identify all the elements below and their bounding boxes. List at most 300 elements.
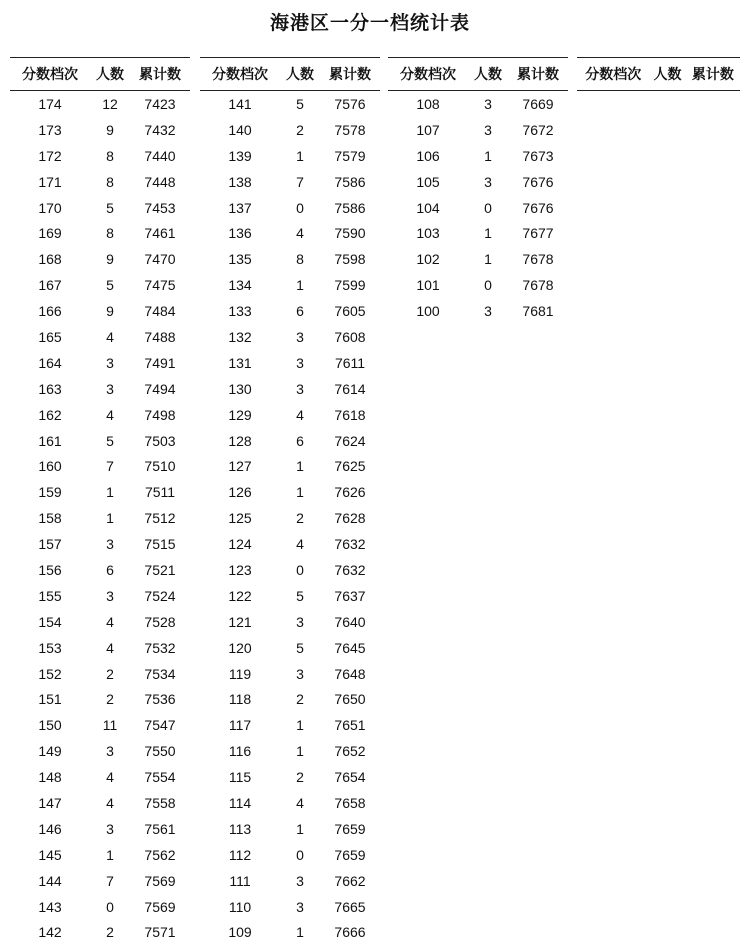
cell-count: 4 — [106, 769, 114, 786]
cell-score-level: 113 — [228, 820, 252, 837]
header-cumulative: 累计数 — [686, 58, 740, 91]
table-row — [200, 402, 380, 428]
cell-cumulative: 7453 — [144, 199, 176, 216]
cell-score-level: 150 — [38, 717, 62, 734]
cell-score-level: 151 — [38, 691, 62, 708]
table-row — [10, 195, 190, 221]
cell-cumulative: 7494 — [144, 380, 176, 397]
cell-cumulative: 7628 — [334, 510, 366, 527]
cell-count: 1 — [296, 277, 304, 294]
table-row — [200, 868, 380, 894]
table-row — [200, 195, 380, 221]
cell-count: 0 — [296, 846, 304, 863]
score-table-1 — [10, 57, 190, 945]
cell-score-level: 172 — [38, 147, 62, 164]
table-row — [10, 686, 190, 712]
cell-count: 0 — [484, 277, 492, 294]
table-row — [388, 143, 568, 169]
cell-score-level: 145 — [38, 846, 62, 863]
cell-count: 3 — [106, 743, 114, 760]
cell-cumulative: 7614 — [334, 380, 366, 397]
page-title: 海港区一分一档统计表 — [269, 12, 470, 34]
cell-cumulative: 7624 — [334, 432, 366, 449]
table-header-row — [200, 58, 380, 91]
cell-score-level: 131 — [228, 354, 252, 371]
cell-cumulative: 7521 — [144, 561, 176, 578]
cell-score-level: 111 — [229, 872, 251, 889]
table-row — [200, 272, 380, 298]
header-count: 人数 — [280, 58, 320, 91]
table-row — [200, 324, 380, 350]
cell-count: 1 — [296, 484, 304, 501]
cell-count: 5 — [106, 277, 114, 294]
table-row — [200, 453, 380, 479]
table-row — [10, 609, 190, 635]
table-row — [10, 635, 190, 661]
cell-score-level: 110 — [228, 898, 252, 915]
cell-cumulative: 7672 — [522, 121, 554, 138]
table-row — [200, 842, 380, 868]
table-row — [10, 117, 190, 143]
cell-count: 3 — [484, 95, 492, 112]
cell-score-level: 125 — [228, 510, 252, 527]
cell-cumulative: 7423 — [144, 95, 176, 112]
cell-count: 4 — [296, 794, 304, 811]
table-row — [200, 479, 380, 505]
cell-cumulative: 7608 — [334, 328, 366, 345]
cell-score-level: 144 — [38, 872, 62, 889]
cell-cumulative: 7571 — [144, 924, 176, 941]
cell-cumulative: 7558 — [144, 794, 176, 811]
cell-count: 3 — [296, 328, 304, 345]
cell-score-level: 114 — [228, 794, 252, 811]
cell-count: 4 — [106, 328, 114, 345]
cell-cumulative: 7554 — [144, 769, 176, 786]
table-row — [10, 790, 190, 816]
table-row — [10, 894, 190, 920]
cell-score-level: 173 — [38, 121, 62, 138]
cell-count: 8 — [296, 251, 304, 268]
cell-cumulative: 7654 — [334, 769, 366, 786]
cell-score-level: 137 — [228, 199, 252, 216]
cell-score-level: 141 — [228, 95, 252, 112]
cell-cumulative: 7598 — [334, 251, 366, 268]
cell-score-level: 128 — [228, 432, 252, 449]
cell-score-level: 142 — [38, 924, 62, 941]
cell-count: 1 — [484, 147, 492, 164]
table-row — [10, 479, 190, 505]
cell-cumulative: 7432 — [144, 121, 176, 138]
cell-cumulative: 7532 — [144, 639, 176, 656]
table-row — [200, 920, 380, 946]
table-row — [200, 635, 380, 661]
table-row — [10, 220, 190, 246]
cell-score-level: 101 — [416, 277, 440, 294]
cell-cumulative: 7659 — [334, 846, 366, 863]
cell-count: 1 — [296, 147, 304, 164]
table-row — [388, 298, 568, 324]
cell-count: 3 — [484, 303, 492, 320]
table-row — [10, 842, 190, 868]
table-row — [10, 738, 190, 764]
cell-cumulative: 7562 — [144, 846, 176, 863]
cell-cumulative: 7658 — [334, 794, 366, 811]
cell-score-level: 148 — [38, 769, 62, 786]
cell-count: 2 — [106, 691, 114, 708]
table-row — [10, 816, 190, 842]
table-row — [200, 246, 380, 272]
cell-count: 3 — [296, 665, 304, 682]
cell-cumulative: 7488 — [144, 328, 176, 345]
header-score-level: 分数档次 — [200, 58, 280, 91]
cell-score-level: 174 — [38, 95, 62, 112]
cell-score-level: 121 — [228, 613, 252, 630]
cell-cumulative: 7448 — [144, 173, 176, 190]
table-row — [10, 531, 190, 557]
header-score-level: 分数档次 — [577, 58, 649, 91]
cell-count: 11 — [102, 717, 118, 734]
cell-cumulative: 7637 — [334, 587, 366, 604]
cell-count: 4 — [106, 794, 114, 811]
cell-cumulative: 7625 — [334, 458, 366, 475]
table-row — [10, 298, 190, 324]
cell-cumulative: 7605 — [334, 303, 366, 320]
header-cumulative: 累计数 — [508, 58, 568, 91]
table-row — [10, 428, 190, 454]
cell-cumulative: 7528 — [144, 613, 176, 630]
table-body — [10, 91, 190, 946]
cell-cumulative: 7632 — [334, 561, 366, 578]
cell-count: 1 — [296, 924, 304, 941]
cell-cumulative: 7579 — [334, 147, 366, 164]
cell-score-level: 117 — [228, 717, 252, 734]
table-row — [10, 453, 190, 479]
cell-cumulative: 7651 — [334, 717, 366, 734]
table-row — [200, 376, 380, 402]
table-row — [200, 350, 380, 376]
table-row — [388, 220, 568, 246]
cell-count: 3 — [296, 354, 304, 371]
table-row — [10, 246, 190, 272]
cell-cumulative: 7569 — [144, 898, 176, 915]
cell-cumulative: 7510 — [144, 458, 176, 475]
cell-count: 6 — [296, 303, 304, 320]
cell-cumulative: 7586 — [334, 173, 366, 190]
table-row — [10, 764, 190, 790]
table-row — [200, 816, 380, 842]
cell-cumulative: 7534 — [144, 665, 176, 682]
score-table-3 — [388, 57, 568, 324]
cell-count: 8 — [106, 225, 114, 242]
table-header-row — [577, 58, 740, 91]
table-row — [10, 324, 190, 350]
cell-score-level: 130 — [228, 380, 252, 397]
cell-cumulative: 7611 — [334, 354, 366, 371]
cell-cumulative: 7578 — [334, 121, 366, 138]
header-count: 人数 — [90, 58, 130, 91]
cell-cumulative: 7669 — [522, 95, 554, 112]
table-row — [10, 169, 190, 195]
cell-count: 2 — [106, 665, 114, 682]
cell-score-level: 149 — [38, 743, 62, 760]
cell-count: 1 — [296, 717, 304, 734]
cell-score-level: 138 — [228, 173, 252, 190]
table-row — [10, 583, 190, 609]
table-row — [200, 738, 380, 764]
cell-count: 1 — [296, 820, 304, 837]
cell-count: 9 — [106, 121, 114, 138]
cell-cumulative: 7498 — [144, 406, 176, 423]
cell-count: 1 — [106, 510, 114, 527]
cell-score-level: 140 — [228, 121, 252, 138]
cell-count: 1 — [106, 846, 114, 863]
cell-count: 4 — [106, 639, 114, 656]
cell-cumulative: 7676 — [522, 173, 554, 190]
cell-score-level: 160 — [38, 458, 62, 475]
table-header-row — [10, 58, 190, 91]
header-count: 人数 — [468, 58, 508, 91]
cell-score-level: 100 — [416, 303, 440, 320]
table-row — [10, 712, 190, 738]
cell-score-level: 135 — [228, 251, 252, 268]
cell-score-level: 169 — [38, 225, 62, 242]
cell-count: 3 — [296, 613, 304, 630]
cell-score-level: 104 — [416, 199, 440, 216]
cell-count: 2 — [296, 121, 304, 138]
table-row — [10, 920, 190, 946]
cell-count: 5 — [296, 95, 304, 112]
cell-count: 1 — [484, 251, 492, 268]
cell-count: 6 — [296, 432, 304, 449]
cell-cumulative: 7659 — [334, 820, 366, 837]
table-row — [200, 894, 380, 920]
cell-score-level: 126 — [228, 484, 252, 501]
cell-cumulative: 7511 — [144, 484, 176, 501]
cell-count: 1 — [296, 743, 304, 760]
cell-cumulative: 7512 — [144, 510, 176, 527]
cell-cumulative: 7561 — [144, 820, 176, 837]
cell-score-level: 157 — [38, 536, 62, 553]
table-row — [200, 117, 380, 143]
table-row — [200, 557, 380, 583]
cell-count: 1 — [106, 484, 114, 501]
cell-score-level: 127 — [228, 458, 252, 475]
cell-cumulative: 7665 — [334, 898, 366, 915]
cell-count: 7 — [106, 872, 114, 889]
cell-cumulative: 7640 — [334, 613, 366, 630]
cell-score-level: 158 — [38, 510, 62, 527]
cell-count: 5 — [296, 639, 304, 656]
cell-cumulative: 7484 — [144, 303, 176, 320]
cell-cumulative: 7576 — [334, 95, 366, 112]
cell-score-level: 136 — [228, 225, 252, 242]
cell-score-level: 156 — [38, 561, 62, 578]
cell-count: 0 — [296, 199, 304, 216]
cell-score-level: 147 — [38, 794, 62, 811]
cell-cumulative: 7677 — [522, 225, 554, 242]
cell-count: 2 — [296, 510, 304, 527]
cell-cumulative: 7491 — [144, 354, 176, 371]
cell-cumulative: 7632 — [334, 536, 366, 553]
cell-score-level: 122 — [228, 587, 252, 604]
table-row — [200, 505, 380, 531]
cell-score-level: 146 — [38, 820, 62, 837]
cell-cumulative: 7666 — [334, 924, 366, 941]
cell-count: 5 — [106, 199, 114, 216]
table-row — [200, 531, 380, 557]
table-row — [10, 505, 190, 531]
cell-score-level: 171 — [38, 173, 62, 190]
cell-count: 5 — [296, 587, 304, 604]
cell-score-level: 106 — [416, 147, 440, 164]
table-row — [200, 764, 380, 790]
cell-cumulative: 7503 — [144, 432, 176, 449]
cell-cumulative: 7648 — [334, 665, 366, 682]
cell-count: 2 — [296, 769, 304, 786]
cell-score-level: 170 — [38, 199, 62, 216]
cell-cumulative: 7662 — [334, 872, 366, 889]
table-row — [10, 272, 190, 298]
cell-cumulative: 7440 — [144, 147, 176, 164]
cell-count: 7 — [106, 458, 114, 475]
cell-score-level: 133 — [228, 303, 252, 320]
cell-cumulative: 7536 — [144, 691, 176, 708]
cell-count: 3 — [106, 587, 114, 604]
table-row — [200, 298, 380, 324]
cell-cumulative: 7475 — [144, 277, 176, 294]
cell-count: 6 — [106, 561, 114, 578]
cell-score-level: 143 — [38, 898, 62, 915]
table-header-row — [388, 58, 568, 91]
table-row — [388, 169, 568, 195]
table-row — [200, 790, 380, 816]
cell-count: 3 — [296, 898, 304, 915]
cell-score-level: 159 — [38, 484, 62, 501]
cell-cumulative: 7461 — [144, 225, 176, 242]
cell-score-level: 124 — [228, 536, 252, 553]
cell-score-level: 102 — [416, 251, 440, 268]
table-row — [388, 246, 568, 272]
cell-score-level: 134 — [228, 277, 252, 294]
cell-score-level: 105 — [416, 173, 440, 190]
header-score-level: 分数档次 — [10, 58, 90, 91]
cell-count: 3 — [484, 121, 492, 138]
table-row — [200, 609, 380, 635]
cell-score-level: 162 — [38, 406, 62, 423]
cell-count: 4 — [296, 406, 304, 423]
cell-score-level: 132 — [228, 328, 252, 345]
cell-count: 3 — [296, 380, 304, 397]
cell-count: 3 — [106, 354, 114, 371]
cell-count: 8 — [106, 147, 114, 164]
cell-score-level: 166 — [38, 303, 62, 320]
cell-cumulative: 7618 — [334, 406, 366, 423]
cell-cumulative: 7590 — [334, 225, 366, 242]
table-row — [200, 169, 380, 195]
cell-score-level: 107 — [416, 121, 440, 138]
cell-count: 4 — [296, 536, 304, 553]
table-row — [10, 557, 190, 583]
cell-score-level: 139 — [228, 147, 252, 164]
cell-count: 9 — [106, 251, 114, 268]
table-row — [200, 428, 380, 454]
header-cumulative: 累计数 — [320, 58, 380, 91]
cell-score-level: 108 — [416, 95, 440, 112]
table-body — [388, 91, 568, 325]
cell-cumulative: 7652 — [334, 743, 366, 760]
cell-cumulative: 7599 — [334, 277, 366, 294]
cell-count: 3 — [106, 536, 114, 553]
cell-score-level: 115 — [228, 769, 252, 786]
table-row — [10, 143, 190, 169]
cell-score-level: 109 — [228, 924, 252, 941]
cell-score-level: 152 — [38, 665, 62, 682]
score-table-2 — [200, 57, 380, 945]
cell-count: 4 — [106, 406, 114, 423]
cell-score-level: 168 — [38, 251, 62, 268]
header-cumulative: 累计数 — [130, 58, 190, 91]
cell-cumulative: 7569 — [144, 872, 176, 889]
cell-cumulative: 7586 — [334, 199, 366, 216]
cell-count: 12 — [102, 95, 118, 112]
table-row — [200, 712, 380, 738]
cell-score-level: 118 — [228, 691, 252, 708]
table-row — [200, 661, 380, 687]
table-row — [10, 91, 190, 117]
table-body — [200, 91, 380, 946]
table-row — [388, 117, 568, 143]
cell-cumulative: 7645 — [334, 639, 366, 656]
table-row — [388, 272, 568, 298]
cell-score-level: 120 — [228, 639, 252, 656]
table-row — [200, 686, 380, 712]
cell-count: 1 — [484, 225, 492, 242]
cell-count: 0 — [106, 898, 114, 915]
cell-cumulative: 7547 — [144, 717, 176, 734]
table-row — [200, 220, 380, 246]
cell-score-level: 154 — [38, 613, 62, 630]
cell-score-level: 163 — [38, 380, 62, 397]
header-count: 人数 — [649, 58, 685, 91]
cell-cumulative: 7470 — [144, 251, 176, 268]
cell-count: 1 — [296, 458, 304, 475]
table-row — [10, 376, 190, 402]
cell-count: 9 — [106, 303, 114, 320]
cell-score-level: 153 — [38, 639, 62, 656]
cell-score-level: 123 — [228, 561, 252, 578]
table-row — [10, 350, 190, 376]
cell-cumulative: 7678 — [522, 251, 554, 268]
cell-cumulative: 7524 — [144, 587, 176, 604]
table-row — [388, 195, 568, 221]
cell-count: 3 — [106, 380, 114, 397]
cell-count: 2 — [296, 691, 304, 708]
cell-count: 4 — [106, 613, 114, 630]
cell-count: 7 — [296, 173, 304, 190]
cell-cumulative: 7515 — [144, 536, 176, 553]
cell-score-level: 155 — [38, 587, 62, 604]
cell-count: 3 — [296, 872, 304, 889]
score-table-4 — [577, 57, 740, 91]
table-row — [10, 402, 190, 428]
cell-count: 8 — [106, 173, 114, 190]
table-row — [10, 868, 190, 894]
cell-score-level: 129 — [228, 406, 252, 423]
cell-count: 0 — [484, 199, 492, 216]
cell-cumulative: 7673 — [522, 147, 554, 164]
cell-cumulative: 7550 — [144, 743, 176, 760]
header-score-level: 分数档次 — [388, 58, 468, 91]
